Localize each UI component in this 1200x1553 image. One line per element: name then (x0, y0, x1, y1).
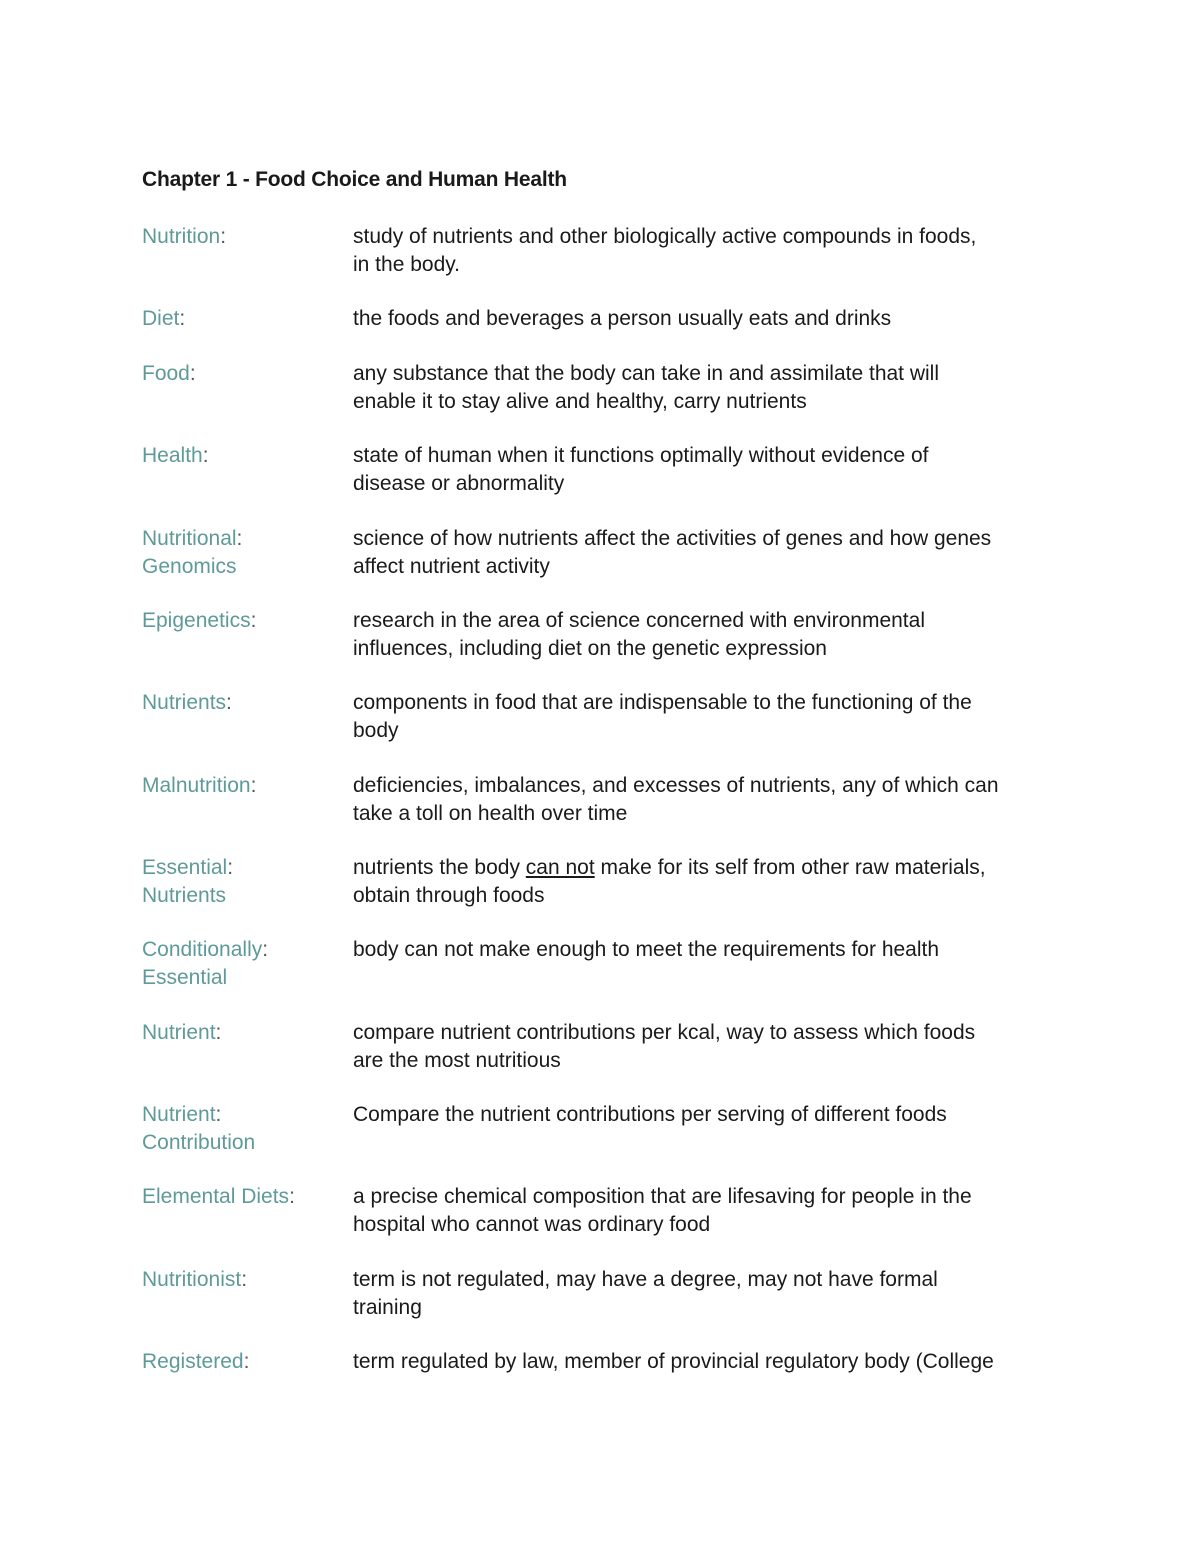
term-label-text: Elemental Diets (142, 1185, 290, 1208)
definition-line: disease or abnormality (353, 472, 565, 495)
definition-line: training (353, 1296, 422, 1319)
term-colon: : (202, 444, 209, 467)
term-colon: : (241, 1268, 248, 1291)
underlined-text: can not (525, 856, 595, 879)
term-label-text: Health (142, 444, 203, 467)
term-label (142, 525, 342, 581)
term-label (142, 1101, 342, 1157)
term-definition (353, 1101, 1068, 1129)
term-label-text: Conditionally (142, 938, 263, 961)
term-colon: : (262, 938, 269, 961)
definition-line: science of how nutrients affect the activities of genes and how genes (353, 527, 992, 550)
term-label-text: Essential (142, 966, 228, 989)
definition-line (353, 854, 1068, 882)
definition-line: influences, including diet on the genetic expression (353, 637, 827, 660)
term-colon: : (226, 691, 232, 714)
term-label (142, 1348, 342, 1376)
term-label-text: Genomics (142, 555, 237, 578)
definition-line: the foods and beverages a person usually eats and drinks (353, 307, 892, 330)
term-definition (353, 1266, 1068, 1322)
term-colon: : (289, 1185, 295, 1208)
term-colon: : (215, 1103, 222, 1126)
term-label-text: Nutrient (142, 1103, 216, 1126)
term-label (142, 1183, 342, 1211)
term-label-text: Epigenetics (142, 609, 251, 632)
term-label (142, 772, 342, 800)
term-definition (353, 689, 1068, 745)
term-label-text: Nutrients (142, 884, 227, 907)
term-colon: : (227, 856, 234, 879)
page-title: Chapter 1 - Food Choice and Human Health (142, 168, 567, 191)
term-definition (353, 1348, 1068, 1376)
term-definition (353, 1019, 1068, 1075)
definition-line: take a toll on health over time (353, 802, 628, 825)
term-definition (353, 1183, 1068, 1239)
term-colon: : (189, 362, 196, 385)
term-colon: : (179, 307, 186, 330)
term-label (142, 936, 342, 992)
definition-line: any substance that the body can take in and assimilate that will (353, 362, 940, 385)
term-label (142, 360, 342, 388)
definition-line: in the body. (353, 253, 461, 276)
term-label (142, 442, 342, 470)
definition-line: compare nutrient contributions per kcal, way to assess which foods (353, 1021, 976, 1044)
term-definition (353, 772, 1068, 828)
term-label-text: Nutrient (142, 1021, 216, 1044)
definition-line: obtain through foods (353, 884, 545, 907)
term-label-text: Nutrition (142, 225, 221, 248)
term-label-text: Essential (142, 856, 228, 879)
term-label-text: Contribution (142, 1131, 256, 1154)
definition-line: hospital who cannot was ordinary food (353, 1213, 711, 1236)
definition-line: body (353, 719, 399, 742)
term-definition (353, 854, 1068, 910)
definition-line: enable it to stay alive and healthy, carry nutrients (353, 390, 807, 413)
term-definition (353, 360, 1068, 416)
term-label (142, 854, 342, 910)
definition-line: state of human when it functions optimally without evidence of (353, 444, 929, 467)
term-colon: : (215, 1021, 222, 1044)
term-colon: : (250, 774, 257, 797)
term-label (142, 305, 342, 333)
definition-line: are the most nutritious (353, 1049, 561, 1072)
term-definition (353, 223, 1068, 279)
term-definition (353, 936, 1068, 964)
definition-text: nutrients the body (353, 856, 526, 879)
definition-line: deficiencies, imbalances, and excesses of nutrients, any of which can (353, 774, 999, 797)
term-label (142, 223, 342, 251)
term-label (142, 1019, 342, 1047)
definition-line: term regulated by law, member of provincial regulatory body (College (353, 1350, 994, 1373)
definition-text: make for its self from other raw materials, (594, 856, 986, 879)
term-colon: : (236, 527, 243, 550)
definition-line: body can not make enough to meet the requirements for health (353, 938, 940, 961)
definition-line: affect nutrient activity (353, 555, 550, 578)
term-label (142, 1266, 342, 1294)
definition-line: components in food that are indispensable to the functioning of the (353, 691, 972, 714)
term-label-text: Nutritionist (142, 1268, 242, 1291)
definition-line: a precise chemical composition that are lifesaving for people in the (353, 1185, 972, 1208)
term-definition (353, 525, 1068, 581)
term-label-text: Food (142, 362, 190, 385)
term-definition (353, 305, 1068, 333)
term-label (142, 607, 342, 635)
term-colon: : (250, 609, 257, 632)
term-label-text: Nutritional (142, 527, 237, 550)
term-label-text: Nutrients (142, 691, 227, 714)
term-label (142, 689, 342, 717)
term-label-text: Registered (142, 1350, 244, 1373)
term-definition (353, 607, 1068, 663)
term-colon: : (243, 1350, 250, 1373)
term-label-text: Diet (142, 307, 180, 330)
term-colon: : (220, 225, 227, 248)
definition-line: study of nutrients and other biologically active compounds in foods, (353, 225, 977, 248)
term-definition (353, 442, 1068, 498)
term-label-text: Malnutrition (142, 774, 251, 797)
definition-line: term is not regulated, may have a degree, may not have formal (353, 1268, 938, 1291)
definition-line: Compare the nutrient contributions per serving of different foods (353, 1103, 947, 1126)
definition-line: research in the area of science concerned with environmental (353, 609, 925, 632)
